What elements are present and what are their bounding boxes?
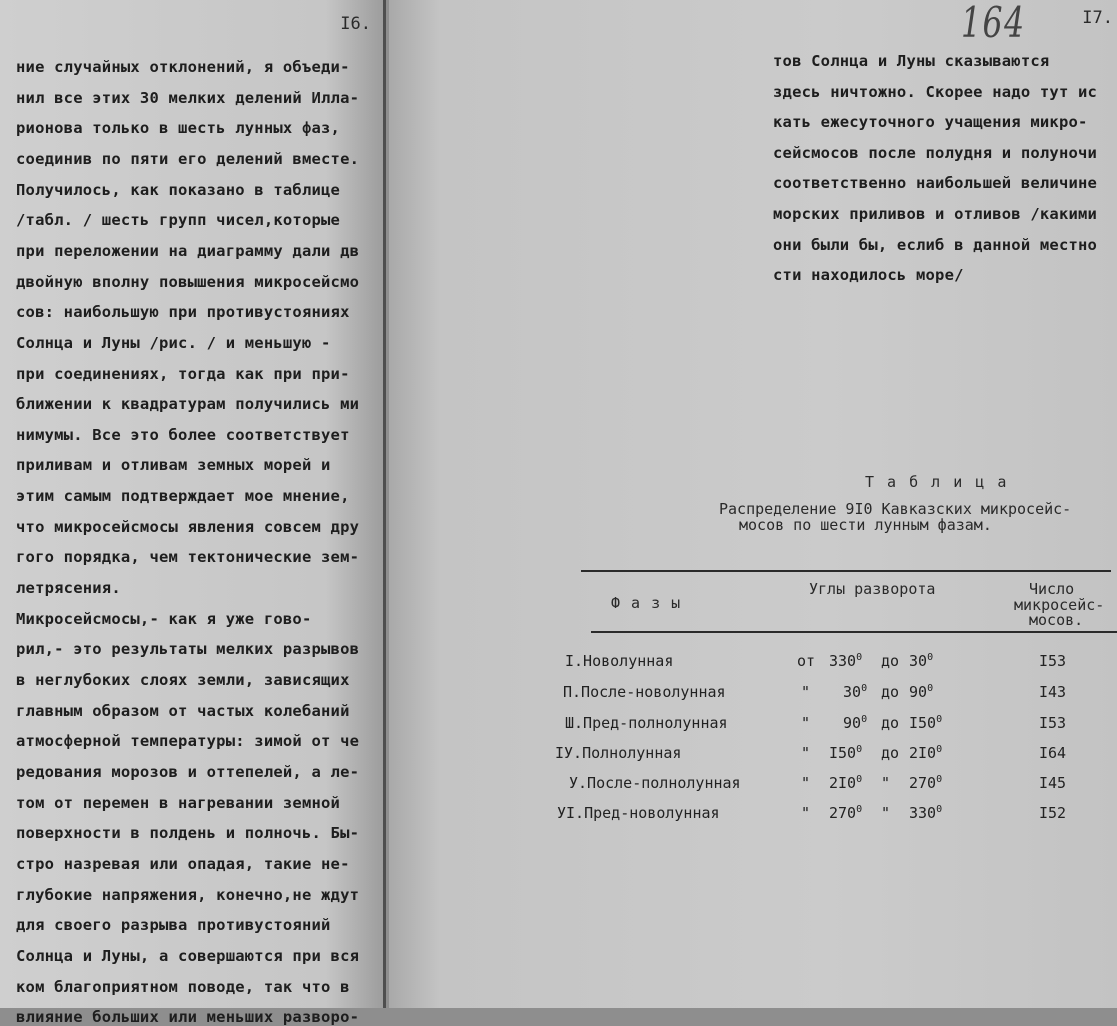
table-cell-phase — [555, 744, 681, 762]
table-cell-from-prefix — [801, 804, 810, 822]
table-top-rule — [581, 570, 1111, 572]
table-cell-count — [1039, 652, 1066, 670]
table-cell-angle-to — [909, 683, 933, 701]
table-cell-angle-from-text: 270 — [829, 804, 857, 822]
text-line: что микросейсмосы явления совсем дру — [16, 517, 360, 536]
table-cell-angle-to-text: 30 — [909, 652, 928, 670]
table-cell-phase-text: У.После-полнолунная — [569, 774, 741, 792]
table-cell-count-text: I64 — [1039, 744, 1067, 762]
table-caption-line2: мосов по шести лунным фазам. — [739, 516, 992, 534]
table-cell-phase — [565, 652, 673, 670]
table-cell-count — [1039, 744, 1066, 762]
text-line: гого порядка, чем тектонические зем- — [16, 548, 360, 567]
table-cell-angle-to — [909, 774, 942, 792]
table-cell-from-prefix-text: " — [801, 774, 811, 792]
right-page — [389, 0, 1117, 1008]
table-cell-angle-from-text: 90 — [843, 714, 862, 732]
header-count-line2: микросейс- — [1014, 596, 1105, 614]
degree-mark: 0 — [861, 683, 868, 694]
table-cell-phase-text: П.После-новолунная — [563, 683, 726, 701]
table-cell-angle-from — [829, 804, 862, 822]
archive-number-handwritten: 164 — [961, 0, 1026, 47]
table-cell-angle-from — [829, 774, 862, 792]
header-angles: Углы разворота — [809, 580, 936, 598]
table-cell-angle-to-text: 90 — [909, 683, 928, 701]
table-cell-connector-text: до — [881, 683, 900, 701]
text-line: атмосферной температуры: зимой от че — [16, 732, 360, 751]
text-line: приливам и отливам земных морей и — [16, 456, 331, 475]
table-cell-phase-text: I.Новолунная — [565, 652, 674, 670]
text-line: морских приливов и отливов /какими — [773, 205, 1098, 223]
text-line: нимумы. Все это более соответствует — [16, 425, 350, 444]
table-cell-count-text: I53 — [1039, 652, 1067, 670]
degree-mark: 0 — [936, 714, 943, 725]
table-cell-connector — [881, 804, 890, 822]
table-label: Т а б л и ц а — [865, 473, 1009, 491]
table-cell-connector-text: " — [881, 804, 891, 822]
table-cell-phase-text: Ш.Пред-полнолунная — [565, 714, 728, 732]
page-number-left: I6. — [340, 14, 371, 34]
degree-mark: 0 — [856, 652, 863, 663]
table-cell-from-prefix — [801, 683, 810, 701]
degree-mark: 0 — [936, 774, 943, 785]
table-cell-angle-from — [843, 683, 867, 701]
degree-mark: 0 — [856, 804, 863, 815]
degree-mark: 0 — [936, 744, 943, 755]
text-line: для своего разрыва противустояний — [16, 916, 331, 935]
text-line: глубокие напряжения, конечно,не ждут — [16, 885, 360, 904]
table-cell-connector — [881, 744, 899, 762]
text-line: тов Солнца и Луны сказываются — [773, 52, 1050, 70]
table-cell-from-prefix — [801, 774, 810, 792]
header-count-line1: Число — [1029, 580, 1075, 598]
text-line: стро назревая или опадая, такие не- — [16, 854, 350, 873]
text-line: кать ежесуточного учащения микро- — [773, 113, 1088, 132]
table-cell-phase — [557, 804, 720, 822]
table-cell-from-prefix-text: " — [801, 804, 811, 822]
text-line: рионова только в шесть лунных фаз, — [16, 119, 341, 138]
text-line: нил все этих 30 мелких делений Илла- — [16, 88, 360, 107]
text-line: здесь ничтожно. Скорее надо тут ис — [773, 82, 1098, 101]
text-line: Солнца и Луны, а совершаются при вся — [16, 946, 360, 965]
table-cell-from-prefix-text: " — [801, 744, 811, 762]
text-line: соединив по пяти его делений вместе. — [16, 149, 360, 168]
table-cell-angle-to-text: 330 — [909, 804, 937, 822]
text-line: этим самым подтверждает мое мнение, — [16, 487, 350, 506]
text-line: они были бы, еслиб в данной местно — [773, 235, 1098, 254]
table-cell-phase — [563, 683, 726, 701]
text-line: соответственно наибольшей величине — [773, 174, 1098, 193]
table-cell-from-prefix — [801, 744, 810, 762]
text-line: ближении к квадратурам получились ми — [16, 395, 360, 414]
degree-mark: 0 — [927, 652, 934, 663]
text-line: летрясения. — [16, 579, 121, 598]
degree-mark: 0 — [861, 714, 868, 725]
table-cell-angle-from-text: 30 — [843, 683, 862, 701]
text-line: сейсмосов после полудня и полуночи — [773, 143, 1098, 162]
table-cell-count — [1039, 774, 1066, 792]
table-cell-count-text: I43 — [1039, 683, 1067, 701]
text-line: Микросейсмосы,- как я уже гово- — [16, 609, 312, 628]
text-line: при соединениях, тогда как при при- — [16, 364, 350, 383]
table-cell-connector-text: до — [881, 652, 900, 670]
text-line: том от перемен в нагревании земной — [16, 793, 341, 812]
degree-mark: 0 — [936, 804, 943, 815]
table-cell-connector — [881, 683, 899, 701]
text-line: ком благоприятном поводе, так что в — [16, 977, 350, 996]
text-line: ние случайных отклонений, я объеди- — [16, 58, 350, 76]
text-line: при переложении на диаграмму дали дв — [16, 241, 360, 260]
table-cell-angle-to — [909, 744, 942, 762]
table-cell-connector — [881, 652, 899, 670]
table-cell-angle-to — [909, 804, 942, 822]
table-cell-from-prefix-text: от — [797, 652, 816, 670]
table-cell-count — [1039, 804, 1066, 822]
table-cell-phase — [565, 714, 728, 732]
table-cell-angle-from — [829, 744, 862, 762]
text-line: Получилось, как показано в таблице — [16, 180, 341, 199]
table-cell-from-prefix — [801, 714, 810, 732]
table-cell-from-prefix — [797, 652, 815, 670]
table-caption-line1: Распределение 9I0 Кавказских микросейс- — [719, 500, 1072, 518]
table-cell-count-text: I45 — [1039, 774, 1067, 792]
table-cell-angle-to-text: I50 — [909, 714, 937, 732]
text-line: поверхности в полдень и полночь. Бы- — [16, 824, 360, 843]
header-phase: Ф а з ы — [611, 594, 682, 612]
table-cell-angle-from-text: I50 — [829, 744, 857, 762]
table-cell-count-text: I53 — [1039, 714, 1067, 732]
table-cell-connector-text: до — [881, 714, 900, 732]
text-line: /табл. / шесть групп чисел,которые — [16, 211, 341, 230]
table-cell-angle-to — [909, 652, 933, 670]
table-cell-phase-text: IУ.Полнолунная — [555, 744, 682, 762]
header-count-line3: мосов. — [1029, 611, 1084, 629]
table-cell-connector — [881, 714, 899, 732]
degree-mark: 0 — [856, 774, 863, 785]
degree-mark: 0 — [927, 683, 934, 694]
table-cell-phase-text: УI.Пред-новолунная — [557, 804, 720, 822]
table-cell-count — [1039, 714, 1066, 732]
table-cell-angle-to — [909, 714, 942, 732]
text-line: главным образом от частых колебаний — [16, 701, 350, 720]
table-cell-connector-text: " — [881, 774, 891, 792]
table-cell-angle-from — [829, 652, 862, 670]
table-cell-count — [1039, 683, 1066, 701]
text-line: в неглубоких слоях земли, зависящих — [16, 671, 350, 689]
text-line: сов: наибольшую при противустояниях — [16, 303, 350, 322]
table-cell-angle-to-text: 270 — [909, 774, 937, 792]
text-line: редования морозов и оттепелей, а ле- — [16, 762, 360, 781]
degree-mark: 0 — [856, 744, 863, 755]
table-cell-angle-to-text: 2I0 — [909, 744, 937, 762]
left-page — [0, 0, 386, 1026]
table-cell-angle-from — [843, 714, 867, 732]
page-number-right: I7. — [1082, 8, 1113, 28]
table-cell-from-prefix-text: " — [801, 714, 811, 732]
table-cell-angle-from-text: 2I0 — [829, 774, 857, 792]
text-line: двойную вполну повышения микросейсмо — [16, 272, 360, 291]
table-cell-connector-text: до — [881, 744, 900, 762]
text-line: влияние больших или меньших разворо- — [16, 1008, 360, 1026]
text-line: рил,- это результаты мелких разрывов — [16, 640, 360, 659]
text-line: Солнца и Луны /рис. / и меньшую - — [16, 333, 331, 352]
table-cell-connector — [881, 774, 890, 792]
table-cell-angle-from-text: 330 — [829, 652, 857, 670]
table-cell-count-text: I52 — [1039, 804, 1067, 822]
table-cell-from-prefix-text: " — [801, 683, 811, 701]
table-cell-phase — [569, 774, 741, 792]
table-header-rule — [591, 631, 1117, 633]
text-line: сти находилось море/ — [773, 266, 964, 285]
